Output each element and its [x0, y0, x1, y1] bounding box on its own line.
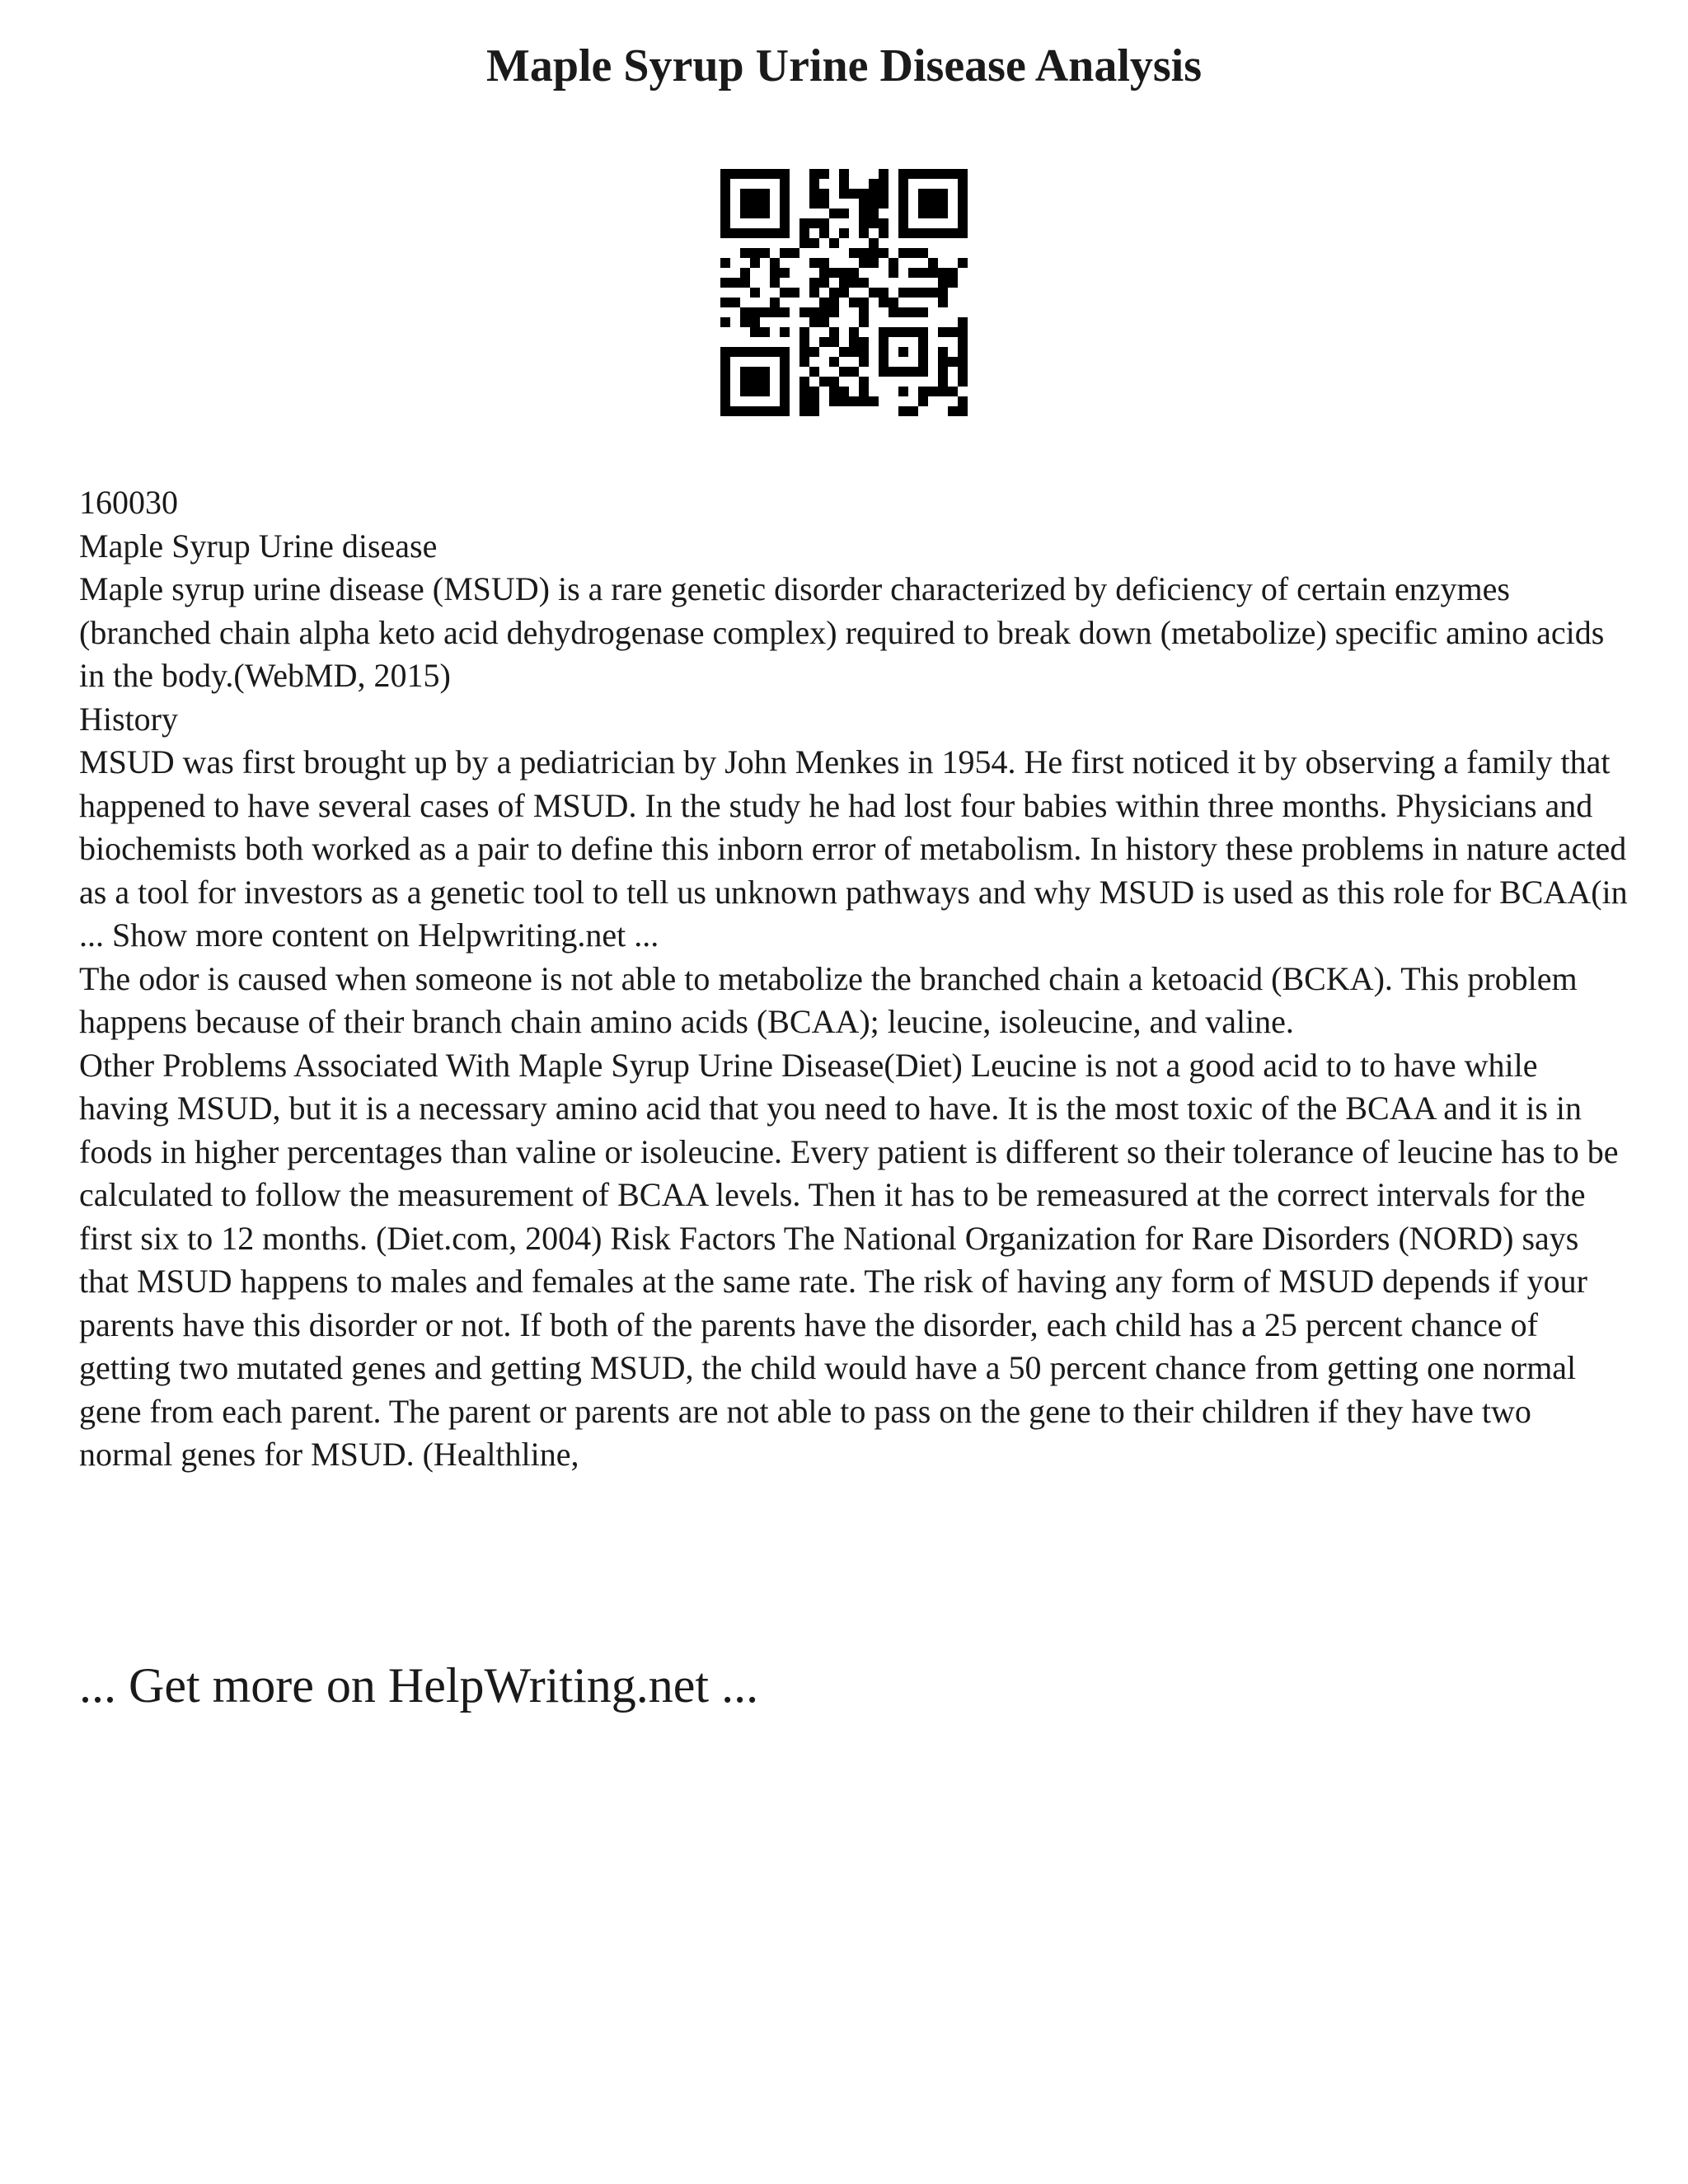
- document-body: [79, 481, 1629, 1477]
- document-id: 160030: [79, 484, 178, 521]
- section-heading-history: History: [79, 700, 178, 738]
- history-paragraph: MSUD was first brought up by a pediatrician by John Menkes in 1954. He first noticed it by observing a family that happened to have several cases of MSUD. In the study he had lost four babies within three months. Physicians and biochemists both worked as a pair to define this inborn error of metabolism. In history these problems in nature acted as a tool for investors as a genetic tool to tell us unknown pathways and why MSUD is used as this role for BCAA(in ... Show more content on Helpwriting.net ...: [79, 743, 1628, 954]
- odor-paragraph: The odor is caused when someone is not able to metabolize the branched chain a ketoacid (BCKA). This problem happens because of their branch chain amino acids (BCAA); leucine, isoleucine, and valine.: [79, 959, 1578, 1040]
- definition-paragraph: Maple syrup urine disease (MSUD) is a rare genetic disorder characterized by deficiency of certain enzymes (branched chain alpha keto acid dehydrogenase complex) required to break down (metabolize) specific amino acids in the body.(WebMD, 2015): [79, 570, 1605, 694]
- problems-paragraph: Other Problems Associated With Maple Syrup Urine Disease(Diet) Leucine is not a good acid to to have while having MSUD, but it is a necessary amino acid that you need to have. It is the most toxic of the BCAA and it is in foods in higher percentages than valine or isoleucine. Every patient is different so their tolerance of leucine has to be calculated to follow the measurement of BCAA levels. Then it has to be remeasured at the correct intervals for the first six to 12 months. (Diet.com, 2004) Risk Factors The National Organization for Rare Disorders (NORD) says that MSUD happens to males and females at the same rate. The risk of having any form of MSUD depends if your parents have this disorder or not. If both of the parents have the disorder, each child has a 25 percent chance of getting two mutated genes and getting MSUD, the child would have a 50 percent chance from getting one normal gene from each parent. The parent or parents are not able to pass on the gene to their children if they have two normal genes for MSUD. (Healthline,: [79, 1046, 1619, 1473]
- section-heading-disease: Maple Syrup Urine disease: [79, 527, 438, 565]
- qr-code-icon[interactable]: [720, 169, 968, 416]
- page-title: Maple Syrup Urine Disease Analysis: [485, 40, 1203, 91]
- get-more-link[interactable]: ... Get more on HelpWriting.net ...: [79, 1658, 759, 1713]
